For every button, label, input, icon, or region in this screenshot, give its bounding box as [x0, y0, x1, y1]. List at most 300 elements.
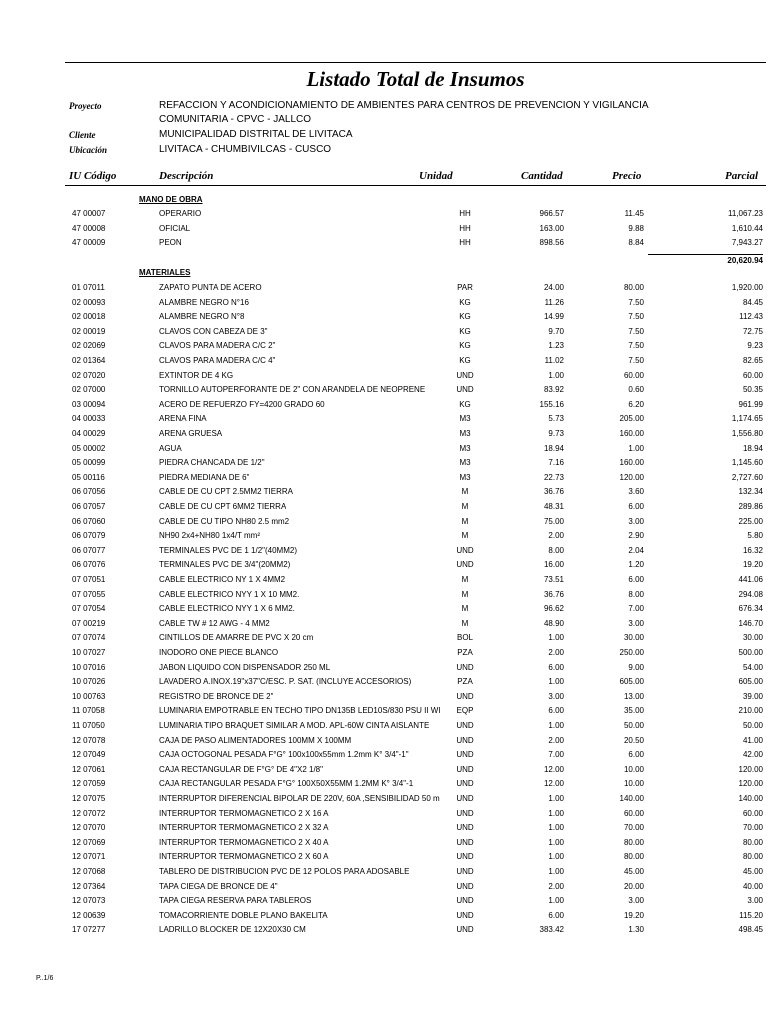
table-row: [0, 896, 768, 910]
item-price: 20.50: [623, 735, 644, 745]
table-row: [0, 414, 768, 428]
item-unit: M: [461, 618, 469, 628]
item-unit: M: [461, 604, 469, 614]
item-partial: 1,610.44: [731, 223, 763, 233]
item-price: 3.60: [628, 487, 644, 497]
item-partial: 42.00: [742, 750, 763, 760]
item-code: 12 07059: [72, 779, 106, 789]
item-description: TAPA CIEGA RESERVA PARA TABLEROS: [159, 896, 312, 906]
item-description: ZAPATO PUNTA DE ACERO: [159, 283, 262, 292]
item-code: 47 00009: [72, 238, 106, 248]
item-description: CAJA OCTOGONAL PESADA F°G° 100x100x55mm 1.2mm K° 3/4"-1": [159, 750, 409, 760]
item-description: TORNILLO AUTOPERFORANTE DE 2" CON ARANDELA DE NEOPRENE: [159, 385, 426, 395]
item-partial: 132.34: [738, 487, 763, 497]
item-partial: 500.00: [738, 648, 763, 657]
table-row: [0, 224, 768, 238]
proyecto-line1: REFACCION Y ACONDICIONAMIENTO DE AMBIENTES PARA CENTROS DE PREVENCION Y VIGILANCIA: [159, 100, 649, 111]
item-description: TAPA CIEGA DE BRONCE DE 4": [159, 881, 278, 891]
item-description: OPERARIO: [159, 209, 202, 218]
item-description: CLAVOS PARA MADERA C/C 2": [159, 341, 276, 351]
table-row: [0, 838, 768, 852]
table-row: [0, 663, 768, 677]
item-description: TERMINALES PVC DE 3/4"(20MM2): [159, 560, 291, 570]
item-unit: UND: [456, 794, 474, 803]
item-description: CLAVOS PARA MADERA C/C 4": [159, 356, 276, 365]
item-price: 45.00: [623, 867, 644, 876]
item-partial: 961.99: [738, 399, 763, 409]
item-price: 20.00: [623, 881, 644, 891]
item-description: CAJA RECTANGULAR PESADA F°G° 100X50X55MM 1.2MM K° 3/4"-1: [159, 779, 414, 789]
item-partial: 60.00: [742, 370, 763, 380]
page-number: P..1/6: [36, 975, 54, 982]
item-unit: KG: [459, 356, 471, 365]
item-price: 6.00: [628, 502, 644, 511]
item-code: 47 00007: [72, 209, 106, 218]
item-unit: PAR: [457, 283, 473, 292]
item-code: 05 00099: [72, 458, 106, 468]
item-code: 02 07000: [72, 385, 106, 395]
item-description: TOMACORRIENTE DOBLE PLANO BAKELITA: [159, 910, 328, 920]
item-price: 6.00: [628, 575, 644, 584]
item-unit: HH: [459, 209, 471, 218]
item-quantity: 2.00: [548, 648, 564, 657]
item-unit: UND: [456, 896, 474, 906]
item-code: 12 00639: [72, 910, 106, 920]
item-price: 80.00: [623, 283, 644, 292]
item-partial: 120.00: [738, 779, 763, 789]
item-code: 02 02069: [72, 341, 106, 351]
item-unit: HH: [459, 223, 471, 233]
table-row: [0, 779, 768, 793]
item-unit: KG: [459, 312, 471, 322]
table-row: [0, 911, 768, 925]
item-quantity: 1.00: [548, 808, 564, 818]
item-unit: UND: [456, 385, 474, 395]
item-quantity: 12.00: [543, 779, 564, 789]
table-row: [0, 750, 768, 764]
item-quantity: 1.00: [548, 896, 564, 906]
item-price: 1.20: [628, 560, 644, 570]
item-unit: M3: [459, 472, 471, 482]
item-description: INTERRUPTOR TERMOMAGNETICO 2 X 60 A: [159, 852, 329, 862]
item-partial: 1,174.65: [731, 414, 763, 424]
item-code: 12 07061: [72, 764, 106, 774]
item-unit: UND: [456, 691, 474, 701]
table-row: [0, 400, 768, 414]
item-unit: UND: [456, 910, 474, 920]
item-unit: UND: [456, 852, 474, 862]
item-description: INTERRUPTOR DIFERENCIAL BIPOLAR DE 220V, 60A ,SENSIBILIDAD 50 m: [159, 794, 440, 803]
item-unit: M: [461, 487, 469, 497]
item-price: 30.00: [623, 633, 644, 643]
item-code: 02 01364: [72, 356, 106, 365]
item-unit: UND: [456, 764, 474, 774]
table-row: [0, 371, 768, 385]
item-code: 06 07079: [72, 531, 106, 541]
item-quantity: 6.00: [548, 910, 564, 920]
item-quantity: 2.00: [548, 735, 564, 745]
table-row: [0, 677, 768, 691]
item-code: 02 07020: [72, 370, 106, 380]
item-code: 04 00029: [72, 429, 106, 438]
item-code: 05 00116: [72, 472, 105, 482]
item-quantity: 73.51: [543, 575, 564, 584]
table-row: [0, 531, 768, 545]
item-price: 6.00: [628, 750, 644, 760]
table-row: [0, 692, 768, 706]
item-quantity: 16.00: [543, 560, 564, 570]
item-partial: 605.00: [738, 677, 763, 687]
item-partial: 40.00: [742, 881, 763, 891]
item-quantity: 22.73: [543, 472, 564, 482]
ubicacion-value: LIVITACA - CHUMBIVILCAS - CUSCO: [159, 144, 332, 155]
table-row: [0, 444, 768, 458]
mano-de-obra-subtotal: 20,620.94: [727, 256, 763, 265]
item-partial: 5.80: [747, 531, 763, 541]
item-unit: UND: [456, 823, 474, 833]
item-code: 12 07049: [72, 750, 106, 760]
item-price: 605.00: [619, 677, 644, 687]
table-row: [0, 867, 768, 881]
item-description: REGISTRO DE BRONCE DE 2": [159, 691, 274, 701]
header-unidad: Unidad: [419, 170, 453, 182]
item-price: 9.00: [628, 662, 644, 672]
item-price: 35.00: [623, 706, 644, 716]
item-quantity: 5.73: [548, 414, 564, 424]
table-row: [0, 458, 768, 472]
item-quantity: 8.00: [548, 545, 564, 555]
item-quantity: 2.00: [548, 531, 564, 541]
item-quantity: 18.94: [543, 443, 564, 453]
item-price: 6.20: [628, 399, 644, 409]
item-code: 06 07056: [72, 487, 106, 497]
item-description: CABLE DE CU TIPO NH80 2.5 mm2: [159, 516, 290, 526]
item-description: INTERRUPTOR TERMOMAGNETICO 2 X 40 A: [159, 837, 329, 847]
item-partial: 146.70: [738, 618, 763, 628]
table-row: [0, 312, 768, 326]
item-price: 80.00: [623, 837, 644, 847]
item-code: 12 07071: [72, 852, 106, 862]
item-price: 19.20: [623, 910, 644, 920]
item-partial: 7,943.27: [731, 238, 763, 248]
item-unit: M: [461, 516, 469, 526]
item-code: 07 07054: [72, 604, 106, 614]
item-partial: 289.86: [738, 502, 763, 511]
item-description: CAJA RECTANGULAR DE F°G° DE 4"X2 1/8": [159, 764, 323, 774]
item-code: 07 00219: [72, 618, 106, 628]
item-code: 07 07055: [72, 589, 106, 599]
table-row: [0, 356, 768, 370]
item-quantity: 83.92: [543, 385, 564, 395]
item-unit: HH: [459, 238, 471, 248]
item-quantity: 898.56: [539, 238, 564, 248]
item-quantity: 7.16: [548, 458, 564, 468]
table-row: [0, 925, 768, 939]
item-description: CABLE DE CU CPT 6MM2 TIERRA: [159, 502, 287, 511]
item-quantity: 1.00: [548, 852, 564, 862]
item-unit: UND: [456, 370, 474, 380]
header-precio: Precio: [612, 170, 642, 182]
item-description: CABLE DE CU CPT 2.5MM2 TIERRA: [159, 487, 293, 497]
table-row: [0, 619, 768, 633]
table-row: [0, 575, 768, 589]
item-unit: UND: [456, 662, 474, 672]
table-row: [0, 765, 768, 779]
item-partial: 84.45: [742, 297, 763, 307]
header-rule: [65, 185, 766, 186]
item-price: 7.50: [628, 356, 644, 365]
item-code: 12 07073: [72, 896, 106, 906]
item-quantity: 6.00: [548, 662, 564, 672]
item-quantity: 1.00: [548, 823, 564, 833]
item-partial: 80.00: [742, 837, 763, 847]
item-price: 0.60: [628, 385, 644, 395]
item-quantity: 36.76: [543, 487, 564, 497]
item-partial: 80.00: [742, 852, 763, 862]
item-partial: 60.00: [742, 808, 763, 818]
item-unit: UND: [456, 560, 474, 570]
item-price: 205.00: [619, 414, 644, 424]
item-code: 06 07077: [72, 545, 106, 555]
item-unit: M: [461, 575, 469, 584]
section-materiales: MATERIALES: [139, 268, 191, 277]
item-code: 07 07051: [72, 575, 106, 584]
item-description: CINTILLOS DE AMARRE DE PVC X 20 cm: [159, 633, 314, 643]
item-code: 12 07069: [72, 837, 106, 847]
item-description: JABON LIQUIDO CON DISPENSADOR 250 ML: [159, 662, 331, 672]
item-quantity: 96.62: [543, 604, 564, 614]
item-partial: 225.00: [738, 516, 763, 526]
item-description: EXTINTOR DE 4 KG: [159, 370, 234, 380]
item-unit: UND: [456, 735, 474, 745]
item-partial: 3.00: [747, 896, 763, 906]
item-partial: 294.08: [738, 589, 763, 599]
item-quantity: 36.76: [543, 589, 564, 599]
item-description: TERMINALES PVC DE 1 1/2"(40MM2): [159, 545, 297, 555]
item-price: 3.00: [628, 618, 644, 628]
item-code: 02 00019: [72, 326, 106, 336]
item-description: INTERRUPTOR TERMOMAGNETICO 2 X 32 A: [159, 823, 329, 833]
item-unit: M3: [459, 414, 471, 424]
item-price: 7.50: [628, 341, 644, 351]
item-price: 120.00: [619, 472, 644, 482]
item-description: PEON: [159, 238, 182, 248]
item-description: NH90 2x4+NH80 1x4/T mm²: [159, 531, 260, 541]
table-row: [0, 648, 768, 662]
item-code: 12 07068: [72, 867, 106, 876]
item-price: 3.00: [628, 516, 644, 526]
item-price: 7.50: [628, 297, 644, 307]
item-unit: UND: [456, 881, 474, 891]
item-quantity: 48.31: [543, 502, 564, 511]
item-code: 06 07076: [72, 560, 106, 570]
item-quantity: 2.00: [548, 881, 564, 891]
table-row: [0, 473, 768, 487]
item-price: 50.00: [623, 721, 644, 730]
item-description: AGUA: [159, 443, 182, 453]
table-row: [0, 385, 768, 399]
item-unit: UND: [456, 837, 474, 847]
cliente-value: MUNICIPALIDAD DISTRITAL DE LIVITACA: [159, 129, 353, 140]
item-price: 8.84: [628, 238, 644, 248]
table-row: [0, 721, 768, 735]
item-unit: UND: [456, 925, 474, 935]
item-price: 7.50: [628, 326, 644, 336]
item-partial: 50.00: [742, 721, 763, 730]
item-quantity: 1.00: [548, 837, 564, 847]
item-unit: KG: [459, 399, 471, 409]
table-row: [0, 794, 768, 808]
table-row: [0, 502, 768, 516]
item-quantity: 1.00: [548, 721, 564, 730]
header-iu-codigo: IU Código: [69, 170, 117, 182]
item-unit: BOL: [456, 633, 473, 643]
item-partial: 1,145.60: [731, 458, 763, 468]
item-partial: 210.00: [738, 706, 763, 716]
item-unit: UND: [456, 545, 474, 555]
section-mano-de-obra: MANO DE OBRA: [139, 195, 203, 204]
table-row: [0, 283, 768, 297]
item-description: LAVADERO A.INOX.19"x37"C/ESC. P. SAT. (INCLUYE ACCESORIOS): [159, 677, 412, 687]
item-partial: 2,727.60: [731, 472, 763, 482]
item-partial: 41.00: [742, 735, 763, 745]
header-parcial: Parcial: [725, 170, 758, 182]
item-price: 70.00: [623, 823, 644, 833]
item-partial: 112.43: [739, 312, 763, 322]
item-unit: UND: [456, 779, 474, 789]
item-code: 06 07057: [72, 502, 106, 511]
item-price: 1.30: [628, 925, 644, 935]
item-price: 8.00: [628, 589, 644, 599]
table-row: [0, 487, 768, 501]
item-partial: 115.20: [739, 910, 763, 920]
item-quantity: 1.00: [548, 867, 564, 876]
item-description: CABLE TW # 12 AWG - 4 MM2: [159, 618, 270, 628]
item-code: 10 07026: [72, 677, 106, 687]
item-partial: 39.00: [742, 691, 763, 701]
item-unit: KG: [459, 297, 471, 307]
item-description: CLAVOS CON CABEZA DE 3": [159, 326, 268, 336]
item-code: 17 07277: [72, 925, 106, 935]
table-row: [0, 209, 768, 223]
table-row: [0, 809, 768, 823]
item-quantity: 7.00: [548, 750, 564, 760]
table-row: [0, 298, 768, 312]
item-unit: UND: [456, 750, 474, 760]
item-unit: KG: [459, 341, 471, 351]
table-row: [0, 590, 768, 604]
item-partial: 18.94: [742, 443, 763, 453]
item-code: 07 07074: [72, 633, 106, 643]
item-code: 10 00763: [72, 691, 106, 701]
item-code: 47 00008: [72, 223, 106, 233]
item-code: 12 07075: [72, 794, 106, 803]
item-quantity: 155.16: [539, 399, 564, 409]
item-partial: 19.20: [742, 560, 763, 570]
item-description: TABLERO DE DISTRIBUCION PVC DE 12 POLOS PARA ADOSABLE: [159, 867, 410, 876]
item-quantity: 11.26: [544, 297, 564, 307]
item-price: 3.00: [628, 896, 644, 906]
item-price: 2.90: [628, 531, 644, 541]
item-price: 250.00: [619, 648, 644, 657]
item-description: ARENA FINA: [159, 414, 207, 424]
item-description: LADRILLO BLOCKER DE 12X20X30 CM: [159, 925, 306, 935]
page-title: Listado Total de Insumos: [306, 67, 525, 91]
table-row: [0, 429, 768, 443]
item-partial: 1,920.00: [731, 283, 763, 292]
item-code: 06 07060: [72, 516, 106, 526]
item-partial: 45.00: [742, 867, 763, 876]
item-description: ARENA GRUESA: [159, 429, 223, 438]
item-partial: 120.00: [738, 764, 763, 774]
item-code: 03 00094: [72, 399, 106, 409]
top-rule: [65, 62, 766, 63]
item-description: OFICIAL: [159, 223, 191, 233]
item-description: PIEDRA CHANCADA DE 1/2": [159, 458, 265, 468]
item-price: 9.88: [628, 223, 644, 233]
item-code: 02 00018: [72, 312, 106, 322]
item-description: LUMINARIA TIPO BRAQUET SIMILAR A MOD. APL-60W CINTA AISLANTE: [159, 721, 430, 730]
item-price: 11.45: [624, 209, 644, 218]
item-unit: UND: [456, 721, 474, 730]
item-code: 05 00002: [72, 443, 106, 453]
item-partial: 72.75: [742, 326, 763, 336]
item-price: 60.00: [623, 808, 644, 818]
item-code: 01 07011: [72, 283, 105, 292]
item-quantity: 9.70: [548, 326, 564, 336]
item-description: CABLE ELECTRICO NYY 1 X 10 MM2.: [159, 589, 300, 599]
item-unit: EQP: [456, 706, 474, 716]
item-quantity: 48.90: [543, 618, 564, 628]
item-price: 2.04: [628, 545, 644, 555]
item-quantity: 1.00: [548, 633, 564, 643]
item-unit: M: [461, 589, 469, 599]
item-quantity: 1.00: [548, 370, 564, 380]
proyecto-label: Proyecto: [69, 101, 102, 111]
item-quantity: 1.00: [548, 794, 564, 803]
item-price: 7.00: [628, 604, 644, 614]
item-code: 12 07364: [72, 881, 106, 891]
item-unit: UND: [456, 867, 474, 876]
table-row: [0, 517, 768, 531]
item-code: 04 00033: [72, 414, 106, 424]
table-row: [0, 238, 768, 252]
item-quantity: 966.57: [539, 209, 564, 218]
item-partial: 9.23: [747, 341, 763, 351]
item-unit: M: [461, 531, 469, 541]
item-description: ACERO DE REFUERZO FY=4200 GRADO 60: [159, 399, 325, 409]
item-description: PIEDRA MEDIANA DE 6": [159, 472, 250, 482]
header-descripcion: Descripción: [159, 170, 214, 182]
table-row: [0, 327, 768, 341]
item-description: INTERRUPTOR TERMOMAGNETICO 2 X 16 A: [159, 808, 329, 818]
item-description: INODORO ONE PIECE BLANCO: [159, 648, 279, 657]
cliente-label: Cliente: [69, 130, 96, 140]
item-code: 12 07078: [72, 735, 106, 745]
item-quantity: 1.00: [548, 677, 564, 687]
table-row: [0, 706, 768, 720]
item-quantity: 9.73: [548, 429, 564, 438]
item-price: 7.50: [628, 312, 644, 322]
item-unit: M3: [459, 429, 471, 438]
item-unit: UND: [456, 808, 474, 818]
item-partial: 82.65: [742, 356, 763, 365]
item-description: CABLE ELECTRICO NYY 1 X 6 MM2.: [159, 604, 295, 614]
item-code: 10 07027: [72, 648, 106, 657]
item-quantity: 1.23: [548, 341, 564, 351]
item-partial: 498.45: [738, 925, 763, 935]
item-quantity: 11.02: [544, 356, 564, 365]
